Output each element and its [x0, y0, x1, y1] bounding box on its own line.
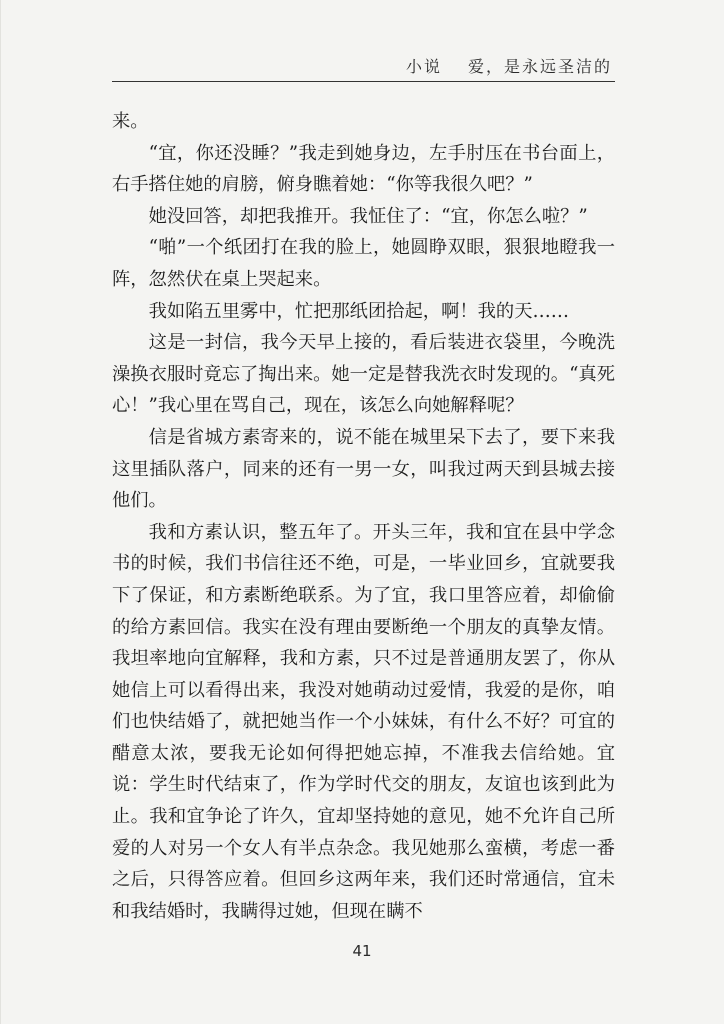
header-section-label: 小说 [405, 57, 442, 76]
paragraph: “啪”一个纸团打在我的脸上，她圆睁双眼，狠狠地瞪我一阵，忽然伏在桌上哭起来。 [112, 237, 615, 290]
body-text [112, 106, 615, 927]
paragraph: 她没回答，却把我推开。我怔住了：“宜，你怎么啦？” [148, 205, 588, 227]
paragraph: 我如陷五里雾中，忙把那纸团拾起，啊！我的天…… [148, 300, 570, 322]
header-rule [112, 81, 615, 82]
running-header [406, 54, 612, 77]
paragraph: 这是一封信，我今天早上接的，看后装进衣袋里，今晚洗澡换衣服时竟忘了掏出来。她一定是替我洗衣时发现的。“真死心！”我心里在骂自己，现在，该怎么向她解释呢？ [112, 332, 615, 417]
header-story-title: 爱，是永远圣洁的 [467, 57, 612, 76]
paragraph: 我和方素认识，整五年了。开头三年，我和宜在县中学念书的时候，我们书信往还不绝，可是，一毕业回乡，宜就要我下了保证，和方素断绝联系。为了宜，我口里答应着，却偷偷的给方素回信。我实在没有理由要断绝一个朋友的真挚友情。我坦率地向宜解释，我和方素，只不过是普通朋友罢了，你从她信上可以看得出来，我没对她萌动过爱情，我爱的是你，咱们也快结婚了，就把她当作一个小妹妹，有什么不好？可宜的醋意太浓，要我无论如何得把她忘掉，不准我去信给她。宜说：学生时代结束了，作为学时代交的朋友，友谊也该到此为止。我和宜争论了许久，宜却坚持她的意见，她不允许自己所爱的人对另一个女人有半点杂念。我见她那么蛮横，考虑一番之后，只得答应着。但回乡这两年来，我们还时常通信，宜未和我结婚时，我瞒得过她，但现在瞒不 [112, 521, 615, 922]
paragraph: “宜，你还没睡？”我走到她身边，左手肘压在书台面上，右手搭住她的肩膀，俯身瞧着她：“你等我很久吧？” [112, 142, 615, 196]
page-number: 41 [352, 942, 372, 960]
paragraph: 来。 [112, 111, 149, 132]
paragraph: 信是省城方素寄来的，说不能在城里呆下去了，要下来我这里插队落户，同来的还有一男一女，叫我过两天到县城去接他们。 [112, 426, 615, 512]
